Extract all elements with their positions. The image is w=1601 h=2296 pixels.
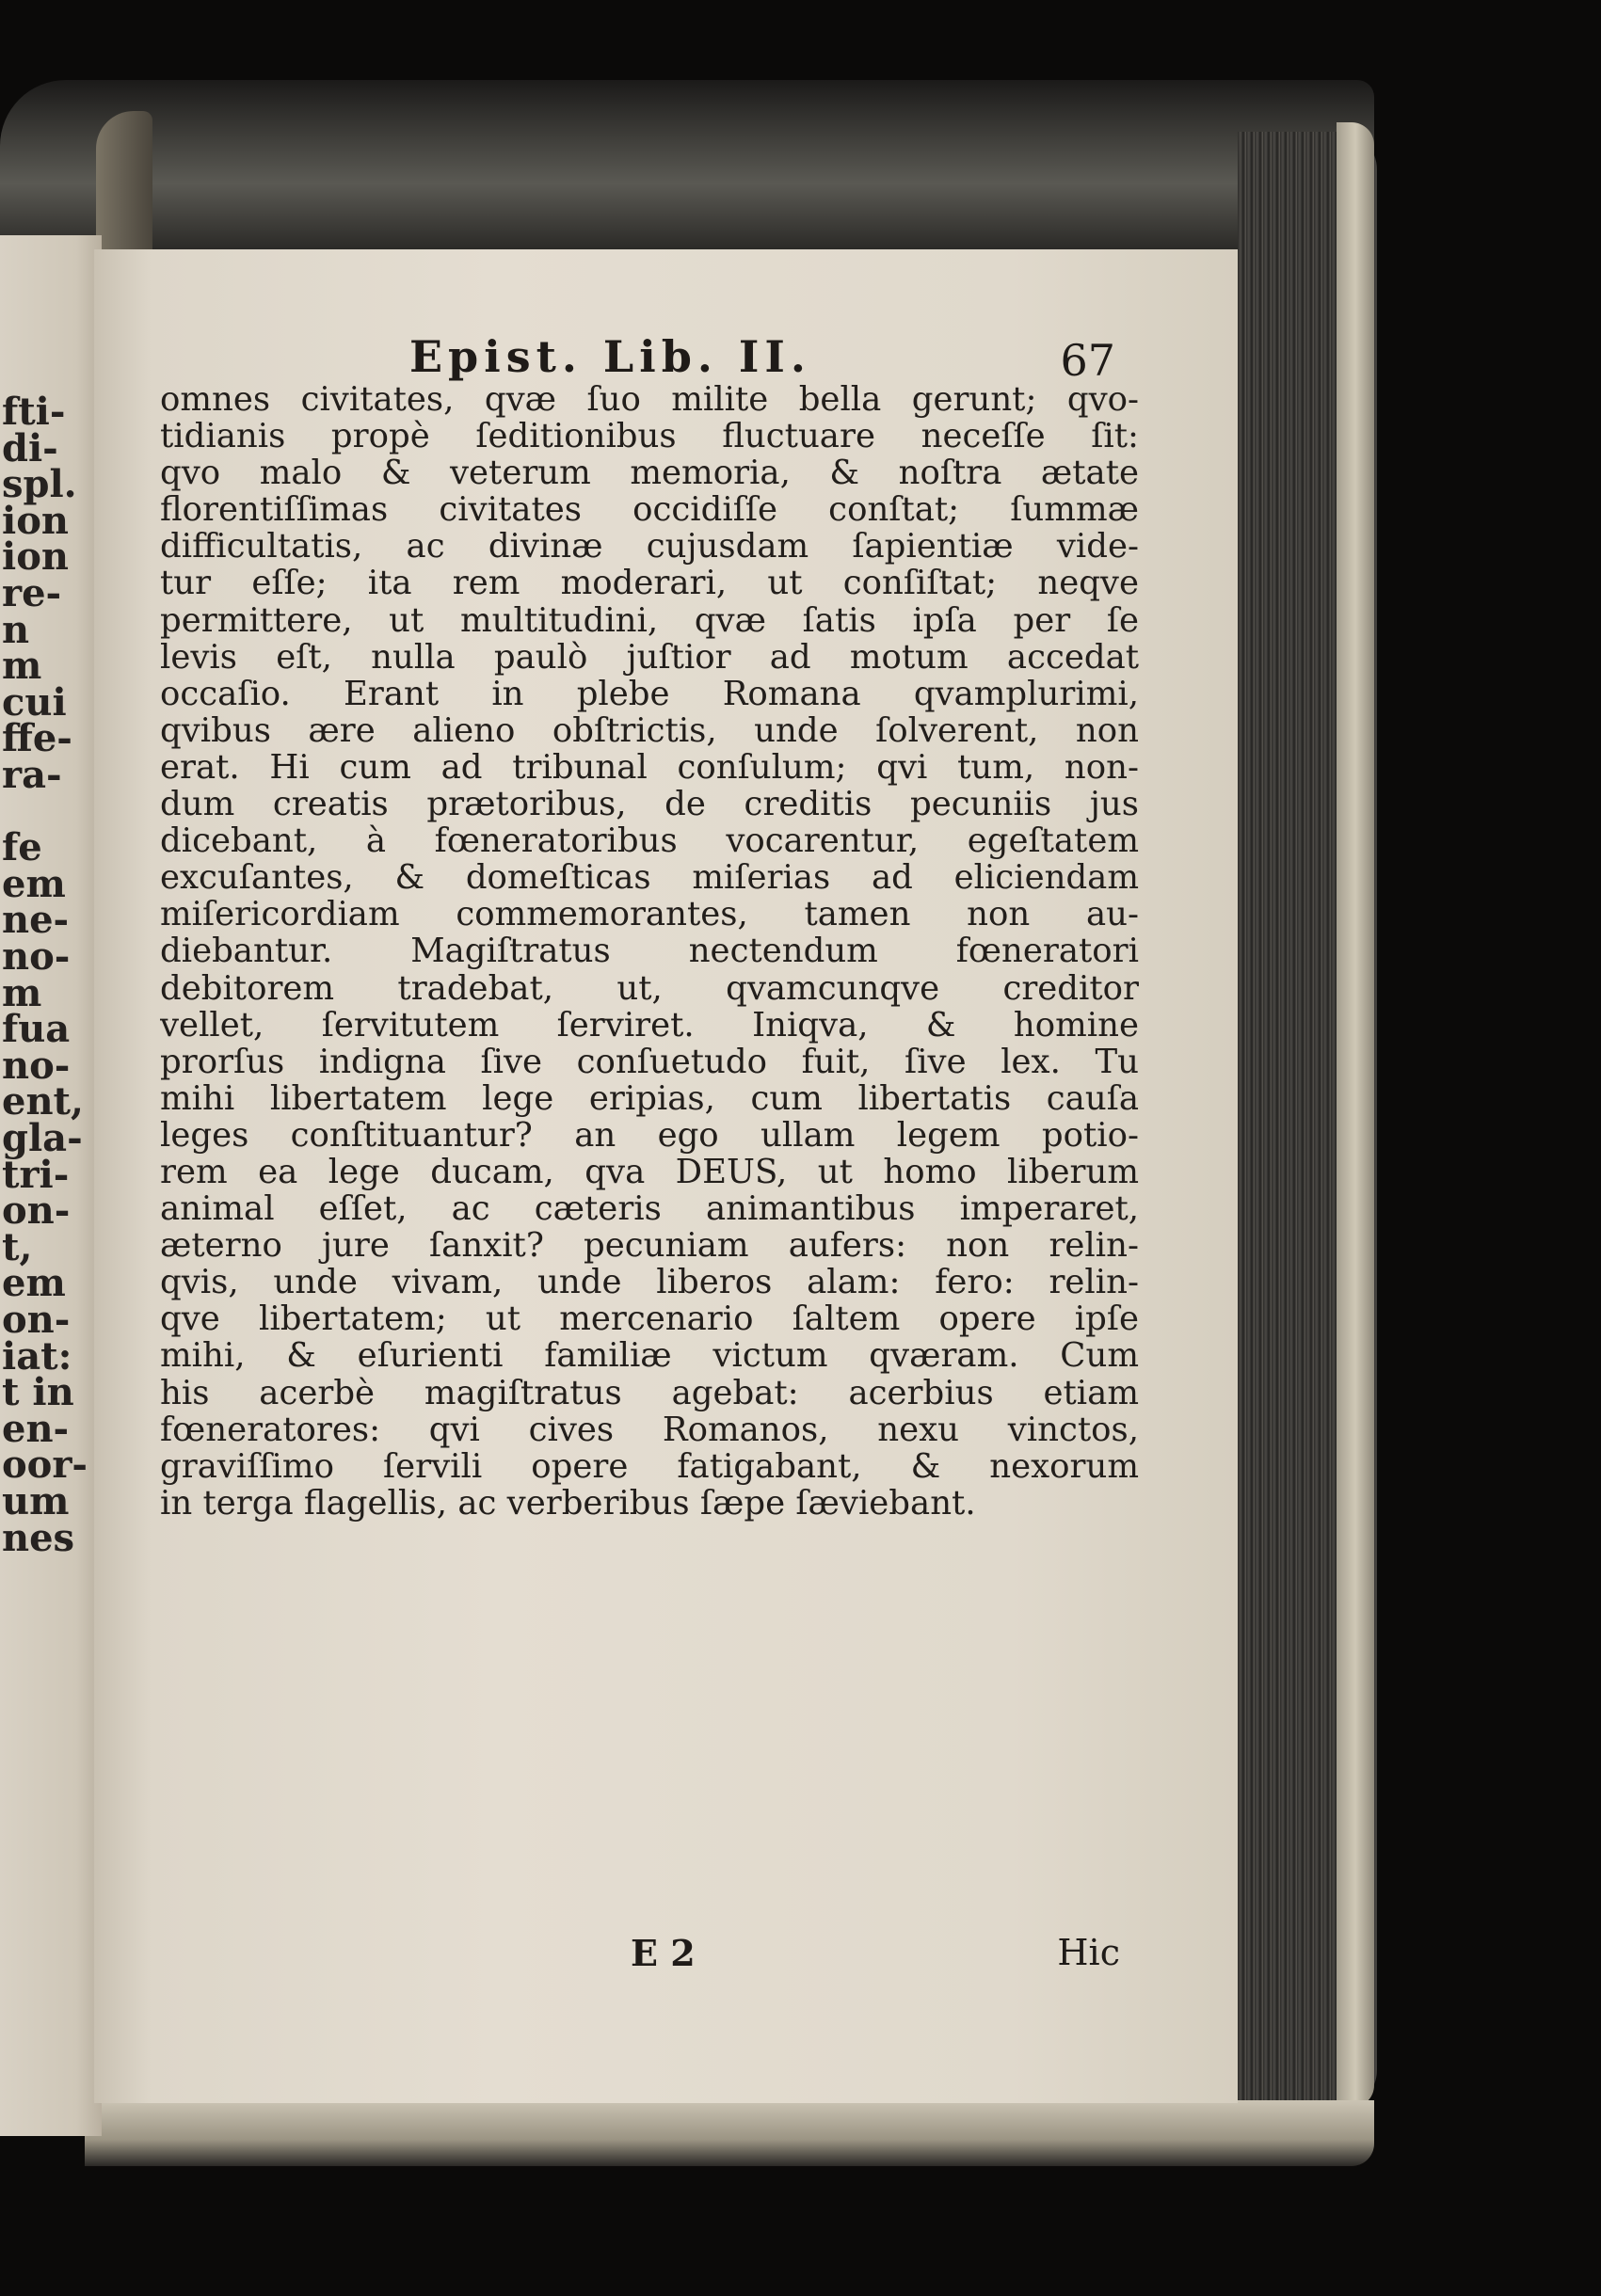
- left-page-fragment: n: [2, 607, 30, 652]
- left-page-fragment: um: [2, 1479, 70, 1523]
- text-line: fœneratores: qvi cives Romanos, nexu vinctos,: [160, 1411, 1139, 1448]
- text-line: animal eſſet, ac cæteris animantibus imperaret,: [160, 1190, 1139, 1228]
- page-header: [165, 331, 1134, 388]
- text-line: qvis, unde vivam, unde liberos alam: fero: relin-: [160, 1264, 1139, 1301]
- left-page-fragment: em: [2, 1261, 66, 1306]
- text-line: mihi, & eſurienti familiæ victum qværam. Cum: [160, 1337, 1139, 1375]
- left-page-fragment: no-: [2, 934, 71, 979]
- left-page-fragment: t in: [2, 1370, 74, 1415]
- cover-edge: [1337, 122, 1374, 2108]
- signature-mark: E 2: [631, 1932, 696, 1974]
- text-line: tur eſſe; ita rem moderari, ut conſiſtat; neqve: [160, 565, 1139, 602]
- book-top-edge: [0, 80, 1374, 268]
- left-page-fragment: iat:: [2, 1333, 72, 1379]
- left-page-fragment: on-: [2, 1298, 71, 1342]
- text-line: erat. Hi cum ad tribunal conſulum; qvi tum, non-: [160, 748, 1139, 787]
- body-text: [160, 381, 1139, 1522]
- left-page-fragment: on-: [2, 1188, 71, 1234]
- left-page-fragment: cui: [2, 679, 67, 725]
- left-page-fragment: fti-: [2, 390, 66, 434]
- left-page-fragment: no-: [2, 1043, 71, 1088]
- text-line: tidianis propè ſeditionibus fluctuare neceſſe ſit:: [160, 418, 1139, 455]
- text-line: mihi libertatem lege eripias, cum libertatis cauſa: [160, 1079, 1139, 1117]
- left-page-fragment: fe: [2, 825, 42, 870]
- text-line: his acerbè magiſtratus agebat: acerbius etiam: [160, 1374, 1139, 1411]
- text-line: levis eſt, nulla paulò juſtior ad motum accedat: [160, 638, 1139, 676]
- text-line: æterno jure ſanxit? pecuniam aufers: non relin-: [160, 1227, 1139, 1265]
- text-line: debitorem tradebat, ut, qvamcunqve creditor: [160, 969, 1139, 1007]
- text-line: excuſantes, & domeſticas miſerias ad eliciendam: [160, 859, 1139, 897]
- left-page-fragment: fua: [2, 1007, 71, 1052]
- page-footer: [160, 1932, 1139, 1979]
- left-page-fragment: t,: [2, 1224, 33, 1269]
- text-line: qve libertatem; ut mercenario ſaltem opere ipſe: [160, 1300, 1139, 1338]
- text-line: permittere, ut multitudini, qvæ ſatis ipſa per ſe: [160, 601, 1139, 639]
- text-line: miſericordiam commemorantes, tamen non au-: [160, 896, 1139, 933]
- running-title: Epist. Lib. II.: [409, 331, 811, 382]
- left-page-fragment: m: [2, 644, 42, 689]
- text-line: occaſio. Erant in plebe Romana qvamplurimi,: [160, 675, 1139, 712]
- text-line: qvo malo & veterum memoria, & noſtra ætate: [160, 454, 1139, 492]
- left-page-fragment: ent,: [2, 1079, 84, 1124]
- text-line: dicebant, à fœneratoribus vocarentur, egeſtatem: [160, 822, 1139, 860]
- left-page-fragment: spl.: [2, 462, 77, 507]
- left-page-fragment: em: [2, 861, 66, 906]
- left-page-fragment: gla-: [2, 1116, 83, 1160]
- text-line: difficultatis, ac divinæ cujusdam ſapientiæ vide-: [160, 528, 1139, 566]
- left-page-fragment: re-: [2, 571, 62, 615]
- left-page-fragment: oor-: [2, 1443, 88, 1488]
- text-line: dum creatis prætoribus, de creditis pecuniis jus: [160, 786, 1139, 823]
- text-line: leges conſtituantur? an ego ullam legem potio-: [160, 1116, 1139, 1154]
- catchword: Hic: [1057, 1932, 1120, 1973]
- text-line: florentiſſimas civitates occidiſſe conſtat; ſummæ: [160, 491, 1139, 529]
- book-bottom-edge: [85, 2100, 1374, 2166]
- text-line: in terga flagellis, ac verberibus ſæpe ſæviebant.: [160, 1484, 976, 1522]
- left-page-fragment: ra-: [2, 753, 62, 797]
- page-number: 67: [1060, 335, 1115, 386]
- left-page-fragment: nes: [2, 1515, 75, 1560]
- left-page-fragment: ne-: [2, 898, 70, 943]
- left-page-fragment: tri-: [2, 1152, 70, 1197]
- text-line: diebantur. Magiſtratus nectendum fœneratori: [160, 933, 1139, 970]
- text-line: omnes civitates, qvæ ſuo milite bella gerunt; qvo-: [160, 381, 1139, 419]
- text-line: rem ea lege ducam, qva DEUS, ut homo liberum: [160, 1153, 1139, 1191]
- left-page-fragment: ffe-: [2, 716, 72, 761]
- left-page-fragment: di-: [2, 425, 58, 470]
- left-page-fragment: en-: [2, 1406, 70, 1451]
- left-page-fragment: ion: [2, 498, 69, 543]
- left-page-fragment: ion: [2, 534, 69, 580]
- text-line: qvibus ære alieno obſtrictis, unde ſolverent, non: [160, 711, 1139, 749]
- left-page-fragment: m: [2, 970, 42, 1015]
- spine-headband: [96, 111, 152, 252]
- text-line: graviſſimo ſervili opere fatigabant, & nexorum: [160, 1447, 1139, 1485]
- text-line: prorſus indigna ſive conſuetudo fuit, ſive lex. Tu: [160, 1043, 1139, 1080]
- text-line: vellet, ſervitutem ſerviret. Iniqva, & homine: [160, 1006, 1139, 1044]
